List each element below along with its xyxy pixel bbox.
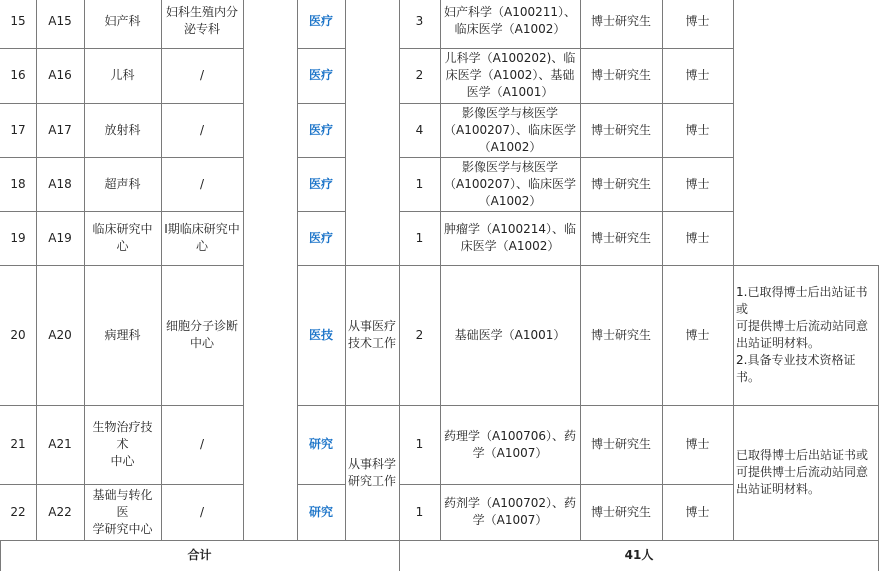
- position-category: 研究: [308, 504, 333, 519]
- grid-line: [345, 265, 399, 266]
- department: 基础与转化医 学研究中心: [92, 487, 153, 536]
- education: 博士研究生: [590, 504, 651, 519]
- major-requirement: 妇产科学（A100211）、 临床医学（A1002）: [443, 5, 577, 36]
- position-category: 医疗: [308, 122, 333, 137]
- education: 博士研究生: [590, 122, 651, 137]
- degree: 博士: [685, 13, 710, 28]
- note-research: 已取得博士后出站证书或 可提供博士后流动站同意 出站证明材料。: [736, 448, 869, 496]
- headcount: 1: [415, 504, 424, 519]
- grid-line: [297, 484, 345, 485]
- grid-line: [0, 157, 243, 158]
- degree: 博士: [685, 176, 710, 191]
- grid-line: [297, 265, 345, 266]
- education: 博士研究生: [590, 230, 651, 245]
- position-category: 医技: [308, 327, 333, 342]
- grid-line: [297, 0, 298, 540]
- grid-line: [84, 0, 85, 540]
- grid-line: [297, 157, 345, 158]
- sub-unit: /: [199, 68, 205, 82]
- grid-line: [399, 265, 733, 266]
- department: 超声科: [104, 176, 141, 191]
- education: 博士研究生: [590, 68, 651, 82]
- degree: 博士: [685, 437, 710, 451]
- grid-line: [297, 211, 345, 212]
- grid-line: [440, 0, 441, 540]
- headcount: 1: [415, 230, 424, 245]
- grid-line: [399, 157, 733, 158]
- position-category: 医疗: [308, 176, 333, 191]
- row-number: 16: [10, 68, 26, 82]
- grid-line: [0, 48, 243, 49]
- position-code: A19: [48, 230, 72, 245]
- education: 博士研究生: [590, 437, 651, 451]
- row-number: 15: [10, 13, 26, 28]
- sub-unit: I期临床研究中 心: [164, 222, 240, 253]
- grid-line: [662, 0, 663, 540]
- headcount: 2: [415, 68, 424, 82]
- row-number: 18: [10, 176, 26, 191]
- headcount: 4: [415, 122, 424, 137]
- education: 博士研究生: [590, 13, 651, 28]
- grid-line: [243, 0, 244, 540]
- position-category: 医疗: [308, 68, 333, 82]
- sub-unit: /: [199, 437, 205, 451]
- sub-unit: 细胞分子诊断 中心: [165, 319, 238, 350]
- degree: 博士: [685, 327, 710, 342]
- department: 生物治疗技术 中心: [92, 420, 153, 468]
- grid-line: [0, 265, 243, 266]
- position-category: 医疗: [308, 13, 333, 28]
- grid-line: [345, 405, 399, 406]
- grid-line: [0, 540, 1, 571]
- row-number: 21: [10, 437, 26, 451]
- position-code: A18: [48, 176, 72, 191]
- sub-unit: /: [199, 122, 205, 137]
- grid-line: [161, 0, 162, 540]
- grid-line: [399, 484, 733, 485]
- position-code: A20: [48, 327, 72, 342]
- position-category: 医疗: [308, 230, 333, 245]
- position-code: A17: [48, 122, 72, 137]
- education: 博士研究生: [590, 176, 651, 191]
- note-a20: 1.已取得博士后出站证书或 可提供博士后流动站同意 出站证明材料。 2.具备专业技术资格证书。: [736, 285, 869, 384]
- grid-line: [297, 48, 345, 49]
- grid-line: [733, 0, 734, 540]
- grid-line: [733, 405, 879, 406]
- grid-line: [399, 103, 733, 104]
- grid-line: [580, 0, 581, 540]
- duty-medical: 从事医疗 技术工作: [348, 319, 397, 350]
- grid-line: [0, 540, 879, 541]
- major-requirement: 影像医学与核医学 （A100207）、临床医学 （A1002）: [443, 159, 577, 208]
- row-number: 22: [10, 504, 26, 519]
- duty-research: 从事科学 研究工作: [348, 456, 397, 488]
- department: 病理科: [104, 327, 141, 342]
- headcount: 2: [415, 327, 424, 342]
- major-requirement: 基础医学（A1001）: [454, 327, 566, 342]
- grid-line: [399, 405, 733, 406]
- total-value: 41人: [624, 548, 654, 562]
- sub-unit: /: [199, 176, 205, 191]
- total-label: 合计: [187, 548, 212, 562]
- major-requirement: 影像医学与核医学 （A100207）、临床医学 （A1002）: [443, 105, 577, 154]
- row-number: 17: [10, 122, 26, 137]
- headcount: 1: [415, 437, 424, 451]
- sub-unit: /: [199, 504, 205, 519]
- grid-line: [0, 405, 243, 406]
- major-requirement: 肿瘤学（A100214）、临 床医学（A1002）: [443, 222, 577, 253]
- headcount: 1: [415, 176, 424, 191]
- degree: 博士: [685, 504, 710, 519]
- position-code: A22: [48, 504, 72, 519]
- education: 博士研究生: [590, 327, 651, 342]
- grid-line: [399, 211, 733, 212]
- grid-line: [0, 484, 243, 485]
- grid-line: [0, 211, 243, 212]
- grid-line: [399, 48, 733, 49]
- headcount: 3: [415, 13, 424, 28]
- major-requirement: 药剂学（A100702）、药 学（A1007）: [443, 496, 577, 527]
- grid-line: [297, 103, 345, 104]
- department: 临床研究中心: [92, 222, 153, 253]
- department: 放射科: [104, 122, 141, 137]
- position-code: A15: [48, 13, 72, 28]
- sub-unit: 妇科生殖内分 泌专科: [165, 5, 238, 36]
- department: 妇产科: [104, 13, 141, 28]
- degree: 博士: [685, 122, 710, 137]
- grid-line: [399, 0, 400, 540]
- degree: 博士: [685, 68, 710, 82]
- major-requirement: 儿科学（A100202)、临 床医学（A1002）、基础 医学（A1001）: [444, 51, 576, 99]
- grid-line: [297, 405, 345, 406]
- major-requirement: 药理学（A100706）、药 学（A1007）: [443, 428, 577, 460]
- position-code: A16: [48, 68, 72, 82]
- position-category: 研究: [308, 437, 333, 451]
- grid-line: [345, 0, 346, 540]
- grid-line: [0, 103, 243, 104]
- degree: 博士: [685, 230, 710, 245]
- grid-line: [733, 265, 879, 266]
- row-number: 20: [10, 327, 26, 342]
- row-number: 19: [10, 230, 26, 245]
- grid-line: [36, 0, 37, 540]
- position-code: A21: [48, 437, 72, 451]
- grid-line: [399, 540, 400, 571]
- department: 儿科: [110, 68, 135, 82]
